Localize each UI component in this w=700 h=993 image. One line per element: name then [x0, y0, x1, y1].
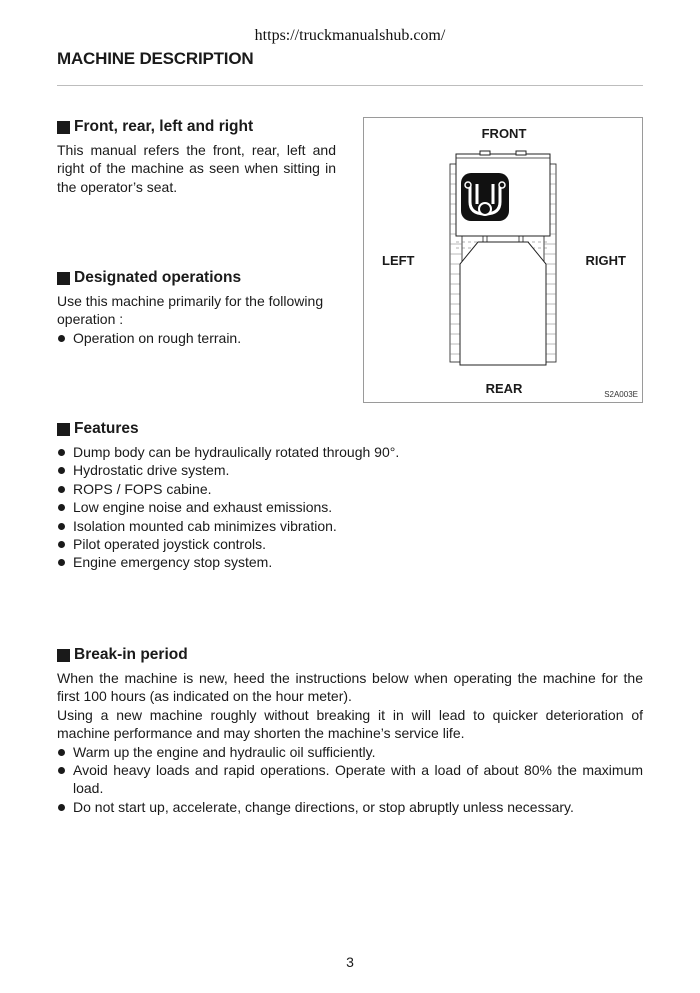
list-item: Low engine noise and exhaust emissions. [57, 498, 643, 516]
operator-seat-icon [461, 173, 509, 221]
source-url: https://truckmanualshub.com/ [254, 27, 446, 44]
section-break-in-period [57, 645, 643, 816]
list-item: Pilot operated joystick controls. [57, 535, 643, 553]
list-item: Warm up the engine and hydraulic oil sufficiently. [57, 743, 643, 761]
left-label: LEFT [382, 253, 415, 268]
square-bullet-icon [57, 649, 70, 662]
list-item: Hydrostatic drive system. [57, 461, 643, 479]
square-bullet-icon [57, 272, 70, 285]
section-body: Use this machine primarily for the following operation : [57, 293, 324, 328]
orientation-figure [363, 117, 643, 403]
section-body: Using a new machine roughly without breaking it in will lead to quicker deterioration of machine performance and may shorten the machine’s service life. [57, 706, 643, 742]
rear-body [460, 242, 546, 365]
section-heading [57, 419, 643, 439]
list-item: ROPS / FOPS cabine. [57, 480, 643, 498]
bullet-dot-icon [58, 523, 65, 530]
front-label: FRONT [481, 126, 527, 141]
section-body: This manual refers the front, rear, left and right of the machine as seen when sitting in the operator’s seat. [57, 142, 336, 195]
bullet-dot-icon [58, 504, 65, 511]
figure-code: S2A003E [604, 390, 638, 399]
list-item: Do not start up, accelerate, change directions, or stop abruptly unless necessary. [57, 798, 643, 816]
list-item: Operation on rough terrain. [57, 329, 336, 347]
list-item: Engine emergency stop system. [57, 553, 643, 571]
square-bullet-icon [57, 423, 70, 436]
section-orientation [57, 117, 336, 196]
bullet-dot-icon [58, 486, 65, 493]
bullet-dot-icon [58, 449, 65, 456]
section-heading [57, 268, 336, 288]
section-features [57, 419, 643, 572]
section-heading-text: Front, rear, left and right [74, 118, 254, 135]
square-bullet-icon [57, 121, 70, 134]
right-label: RIGHT [585, 253, 626, 268]
section-heading-text: Break-in period [74, 646, 188, 663]
page-number: 3 [346, 954, 354, 970]
page-title: MACHINE DESCRIPTION [57, 49, 254, 68]
section-body: When the machine is new, heed the instructions below when operating the machine for the first 100 hours (as indicated on the hour meter). [57, 670, 643, 705]
bullet-dot-icon [58, 804, 65, 811]
list-item: Isolation mounted cab minimizes vibration. [57, 517, 643, 535]
bullet-list [57, 443, 643, 572]
section-heading [57, 117, 336, 137]
bullet-dot-icon [58, 767, 65, 774]
bullet-dot-icon [58, 559, 65, 566]
bullet-list [57, 329, 336, 347]
section-heading [57, 645, 643, 665]
bullet-list [57, 743, 643, 817]
bullet-dot-icon [58, 749, 65, 756]
title-divider [57, 85, 643, 86]
bullet-dot-icon [58, 541, 65, 548]
bullet-dot-icon [58, 467, 65, 474]
rear-label: REAR [485, 381, 523, 396]
section-heading-text: Designated operations [74, 269, 242, 286]
section-heading-text: Features [74, 420, 139, 437]
section-designated-operations [57, 268, 336, 347]
list-item: Dump body can be hydraulically rotated through 90°. [57, 443, 643, 461]
list-item: Avoid heavy loads and rapid operations. Operate with a load of about 80% the maximum load. [57, 761, 643, 798]
bullet-dot-icon [58, 335, 65, 342]
